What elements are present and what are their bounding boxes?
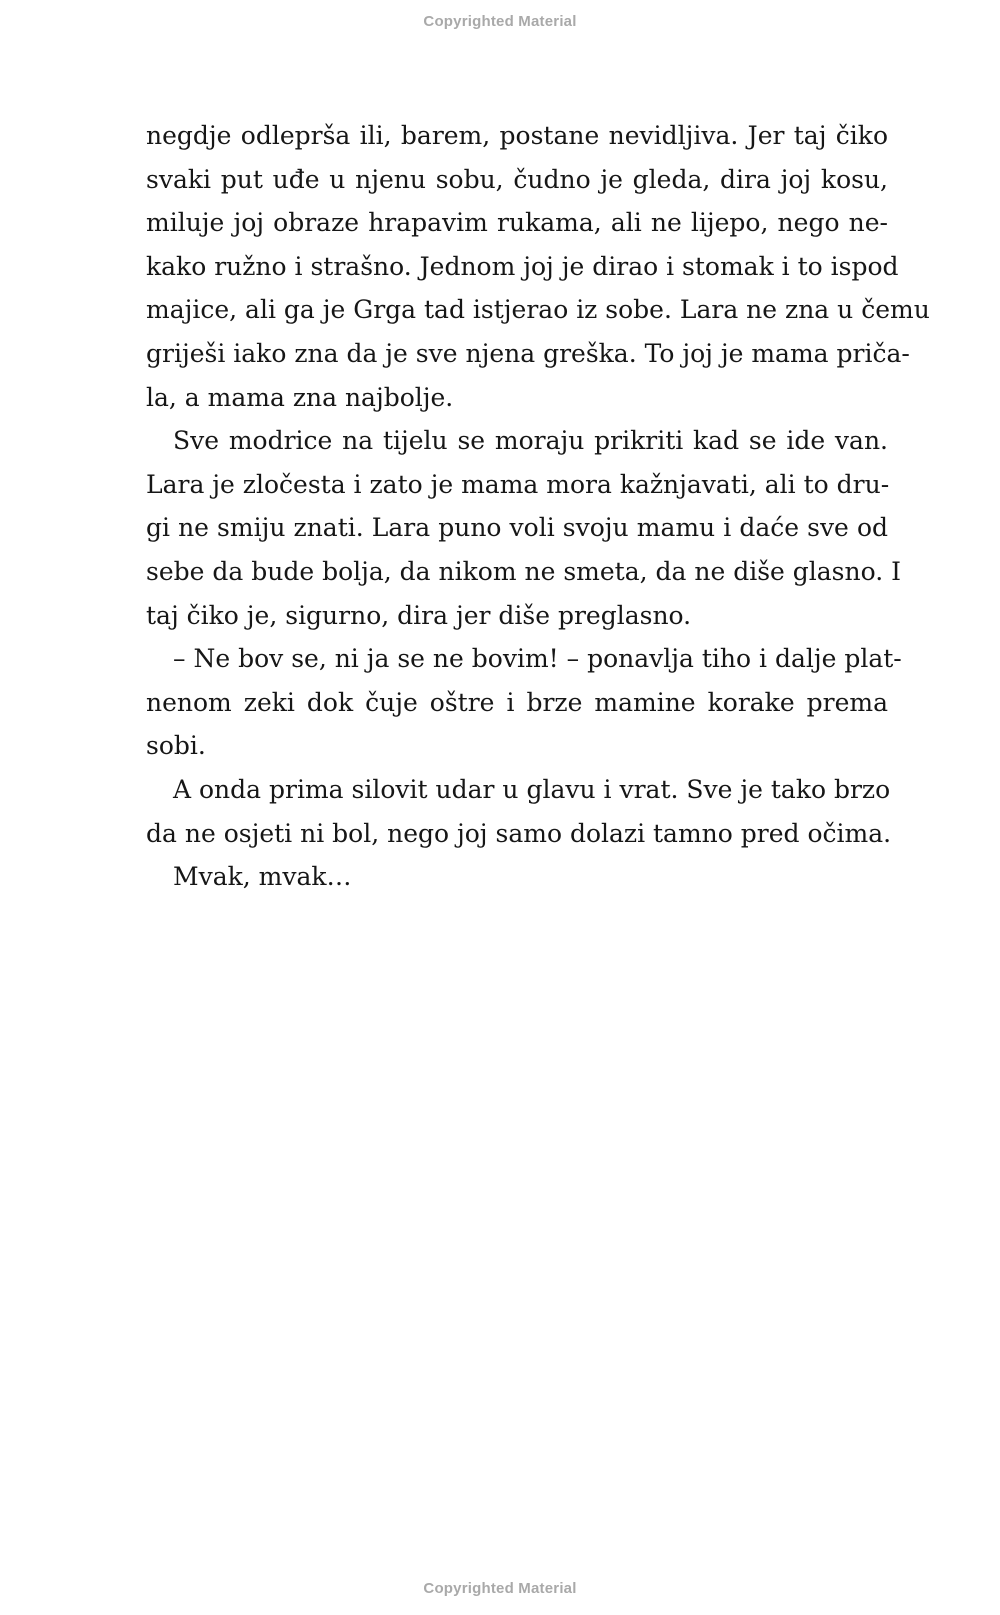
text-line: nenom zeki dok čuje oštre i brze mamine korake prema: [146, 687, 888, 717]
text-line: miluje joj obraze hrapavim rukama, ali ne lijepo, nego ne-: [146, 208, 888, 238]
text-line: kako ružno i strašno. Jednom joj je dirao i stomak i to ispod: [146, 251, 899, 281]
text-line: majice, ali ga je Grga tad istjerao iz sobe. Lara ne zna u čemu: [146, 295, 930, 325]
text-line: – Ne bov se, ni ja se ne bovim! – ponavlja tiho i dalje plat-: [173, 644, 902, 674]
text-line: A onda prima silovit udar u glavu i vrat. Sve je tako brzo: [173, 774, 891, 804]
text-line: sebe da bude bolja, da nikom ne smeta, da ne diše glasno. I: [146, 556, 901, 586]
text-line: svaki put uđe u njenu sobu, čudno je gleda, dira joj kosu,: [146, 164, 888, 194]
text-line: gi ne smiju znati. Lara puno voli svoju mamu i daće sve od: [146, 513, 888, 543]
text-line: Mvak, mvak…: [173, 862, 352, 892]
book-page-text: [146, 114, 930, 899]
text-line: la, a mama zna najbolje.: [146, 382, 454, 412]
text-line: Sve modrice na tijelu se moraju prikriti kad se ide van.: [173, 426, 888, 456]
text-line: griješi iako zna da je sve njena greška. To joj je mama priča-: [146, 338, 910, 368]
copyright-watermark-top: Copyrighted Material: [423, 13, 577, 30]
text-line: sobi.: [146, 731, 206, 761]
text-line: negdje odleprša ili, barem, postane nevidljiva. Jer taj čiko: [146, 121, 888, 150]
copyright-watermark-bottom: Copyrighted Material: [423, 1580, 577, 1597]
text-line: Lara je zločesta i zato je mama mora kažnjavati, ali to dru-: [146, 469, 890, 499]
text-line: taj čiko je, sigurno, dira jer diše preglasno.: [146, 600, 692, 630]
text-line: da ne osjeti ni bol, nego joj samo dolazi tamno pred očima.: [146, 818, 892, 848]
